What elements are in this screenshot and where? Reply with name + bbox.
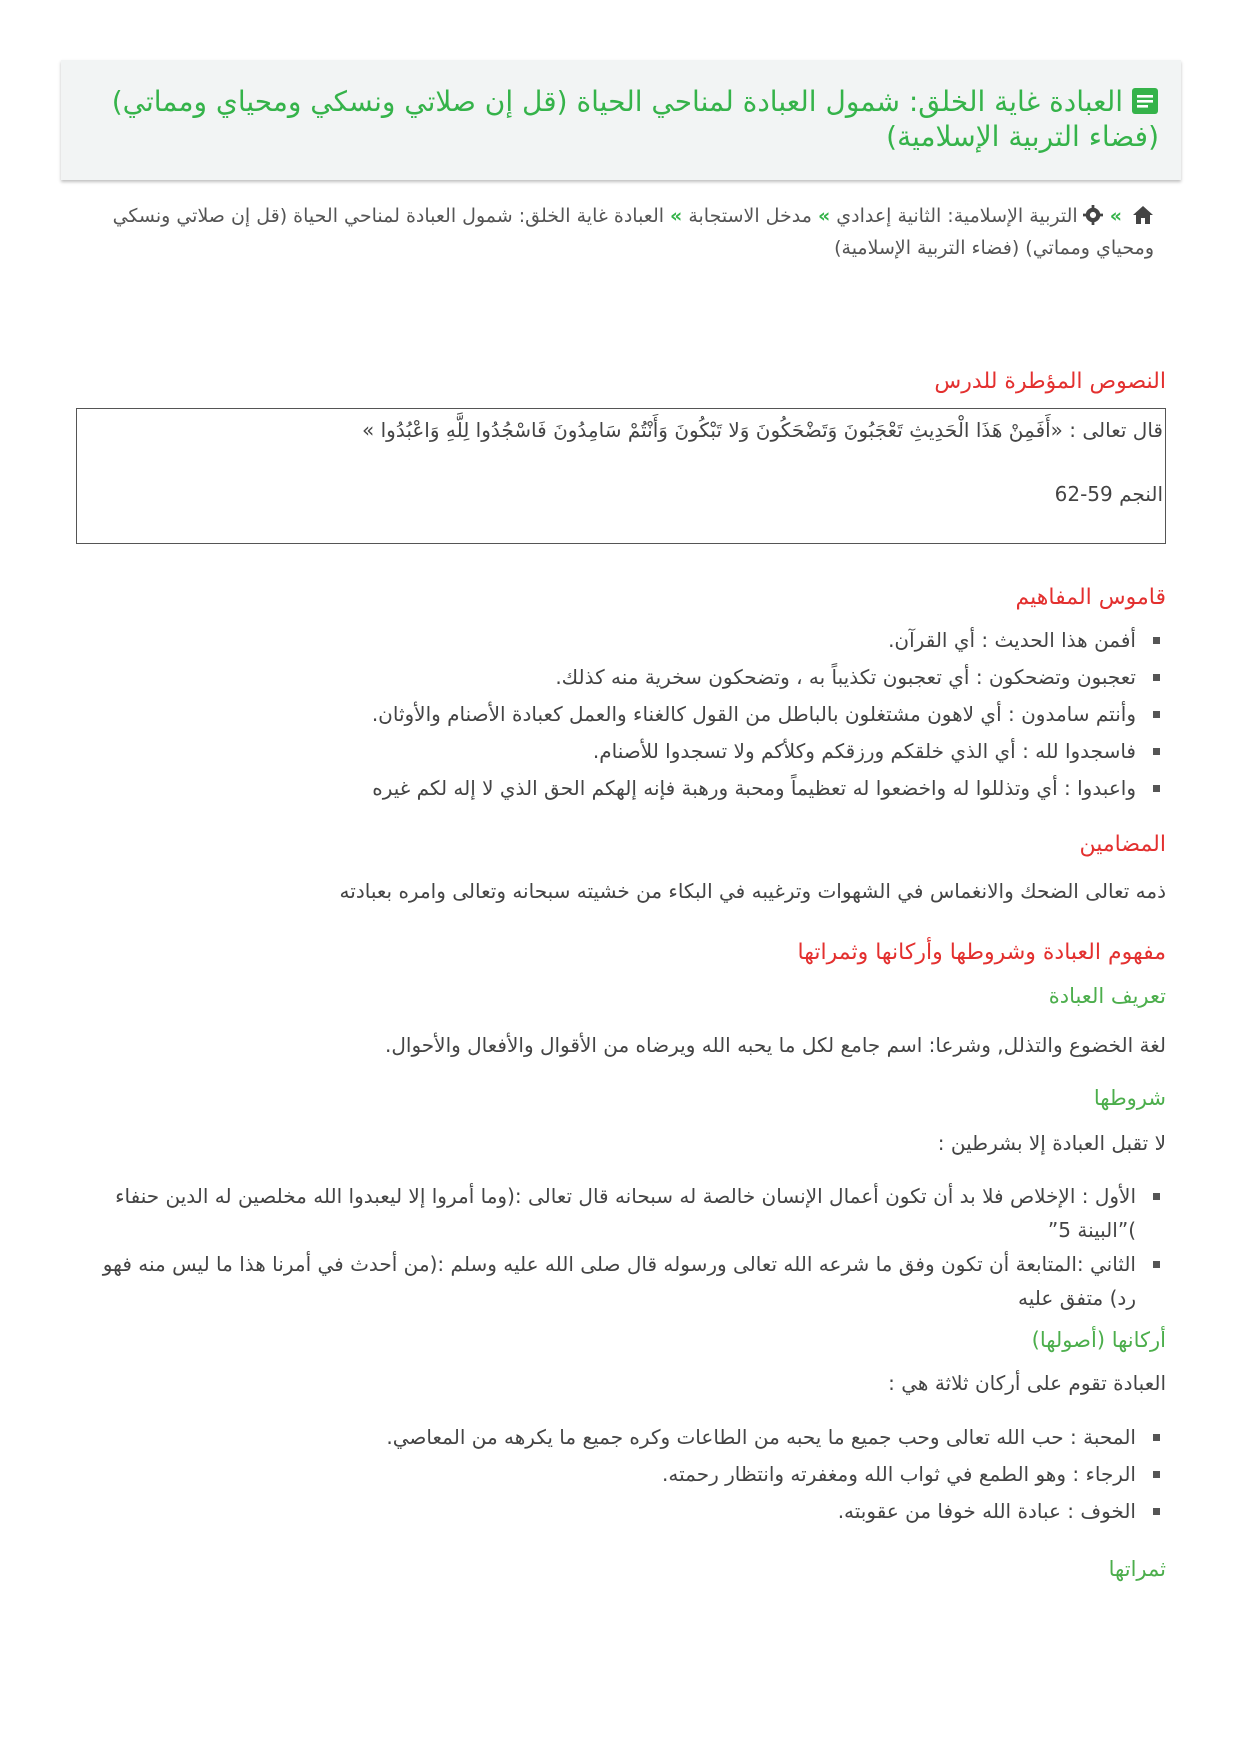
definition-text: لغة الخضوع والتذلل, وشرعا: اسم جامع لكل ما يحبه الله ويرضاه من الأقوال والأفعال والأحوال. xyxy=(385,1033,1166,1057)
breadcrumb-item-current: العبادة غاية الخلق: شمول العبادة لمناحي الحياة (قل إن صلاتي ونسكي ومحياي ومماتي) (فضاء التربية الإسلامية) xyxy=(112,205,1154,259)
verse-text: قال تعالى : «أَفَمِنْ هَذَا الْحَدِيثِ تَعْجَبُونَ وَتَضْحَكُونَ وَلا تَبْكُونَ وَأَنْتُمْ سَامِدُونَ فَاسْجُدُوا لِلَّهِ وَاعْبُدُوا » xyxy=(362,418,1163,442)
list-item: أفمن هذا الحديث : أي القرآن. xyxy=(76,622,1136,659)
list-item: الخوف : عبادة الله خوفا من عقوبته. xyxy=(76,1493,1136,1530)
conditions-list xyxy=(76,1179,1166,1315)
framing-texts-heading: النصوص المؤطرة للدرس xyxy=(934,369,1166,394)
breadcrumb-item-subject[interactable]: التربية الإسلامية: الثانية إعدادي xyxy=(836,205,1078,227)
category-gear-icon xyxy=(1082,205,1104,225)
page-title-text: العبادة غاية الخلق: شمول العبادة لمناحي الحياة (قل إن صلاتي ونسكي ومحياي ومماتي) (فضاء التربية الإسلامية) xyxy=(111,85,1159,153)
concepts-list xyxy=(76,622,1166,807)
worship-concept-heading: مفهوم العبادة وشروطها وأركانها وثمراتها xyxy=(797,940,1166,965)
pillars-intro: العبادة تقوم على أركان ثلاثة هي : xyxy=(888,1371,1166,1395)
breadcrumb-separator: » xyxy=(1109,205,1122,227)
home-icon[interactable] xyxy=(1132,205,1154,225)
list-item: فاسجدوا لله : أي الذي خلقكم ورزقكم وكلأكم ولا تسجدوا للأصنام. xyxy=(76,733,1136,770)
list-item: الأول : الإخلاص فلا بد أن تكون أعمال الإنسان خالصة له سبحانه قال تعالى :(وما أمروا إلا ليعبدوا الله مخلصين له الدين حنفاء )”البينة 5” xyxy=(76,1179,1136,1247)
list-item: واعبدوا : أي وتذللوا له واخضعوا له تعظيماً ومحبة ورهبة فإنه إلهكم الحق الذي لا إله لكم غيره xyxy=(76,770,1136,807)
contents-heading: المضامين xyxy=(1079,832,1166,857)
lesson-content xyxy=(76,366,1166,1584)
concepts-heading: قاموس المفاهيم xyxy=(1015,585,1166,610)
contents-text: ذمه تعالى الضحك والانغماس في الشهوات وترغيبه في البكاء من خشيته سبحانه وتعالى وامره بعبادته xyxy=(339,879,1166,903)
conditions-intro: لا تقبل العبادة إلا بشرطين : xyxy=(937,1131,1166,1155)
pillars-list xyxy=(76,1419,1166,1530)
definition-heading: تعريف العبادة xyxy=(1048,984,1166,1008)
fruits-heading: ثمراتها xyxy=(1108,1557,1166,1581)
document-icon xyxy=(1131,87,1159,115)
pillars-heading: أركانها (أصولها) xyxy=(1031,1328,1166,1352)
verse-reference: النجم 59-62 xyxy=(1054,482,1163,506)
list-item: المحبة : حب الله تعالى وحب جميع ما يحبه من الطاعات وكره جميع ما يكرهه من المعاصي. xyxy=(76,1419,1136,1456)
breadcrumb-separator: » xyxy=(670,205,683,227)
list-item: الرجاء : وهو الطمع في ثواب الله ومغفرته وانتظار رحمته. xyxy=(76,1456,1136,1493)
list-item: وأنتم سامدون : أي لاهون مشتغلون بالباطل من القول كالغناء والعمل كعبادة الأصنام والأوثان. xyxy=(76,696,1136,733)
breadcrumb-separator: » xyxy=(817,205,831,227)
breadcrumb xyxy=(110,200,1154,264)
breadcrumb-item-unit[interactable]: مدخل الاستجابة xyxy=(688,205,812,227)
list-item: تعجبون وتضحكون : أي تعجبون تكذيباً به ، وتضحكون سخرية منه كذلك. xyxy=(76,659,1136,696)
conditions-heading: شروطها xyxy=(1093,1086,1166,1110)
list-item: الثاني :المتابعة أن تكون وفق ما شرعه الله تعالى ورسوله قال صلى الله عليه وسلم :(من أحدث في أمرنا هذا ما ليس منه فهو رد) متفق عليه xyxy=(76,1247,1136,1315)
page-title xyxy=(81,84,1159,154)
page-title-box xyxy=(61,60,1181,180)
verse-box xyxy=(76,408,1166,544)
